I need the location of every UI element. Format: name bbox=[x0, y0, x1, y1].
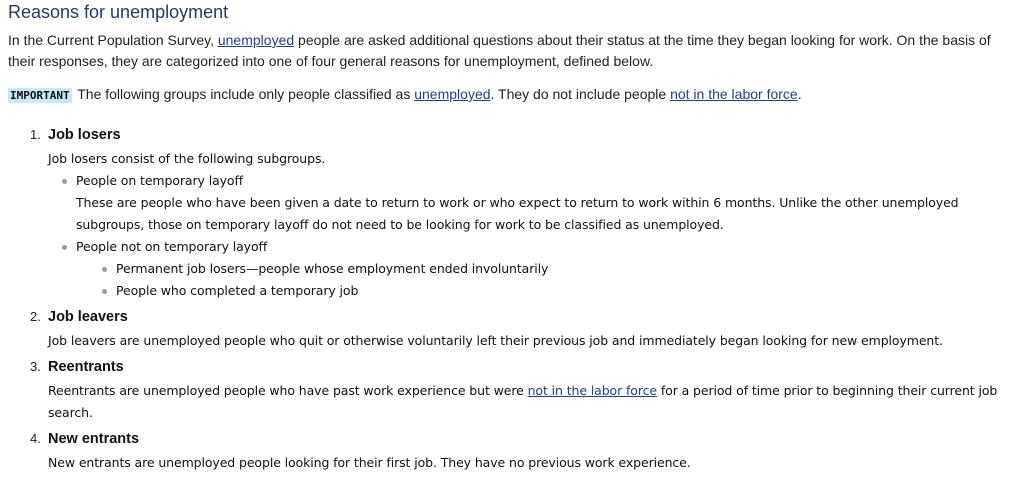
reason-title: Reentrants bbox=[48, 359, 124, 375]
nested-subgroup-list bbox=[76, 258, 1016, 302]
list-item bbox=[116, 258, 1016, 280]
bullet-icon bbox=[62, 179, 67, 184]
list-item-text: People who completed a temporary job bbox=[116, 283, 359, 298]
reason-title: Job leavers bbox=[48, 309, 128, 325]
list-item bbox=[116, 280, 1016, 302]
reason-reentrants bbox=[8, 356, 1016, 424]
reason-description-after: for a period of time prior to beginning their current job search. bbox=[48, 383, 998, 420]
page-title: Reasons for unemployment bbox=[8, 2, 229, 22]
reason-description: Job losers consist of the following subgroups. bbox=[48, 151, 326, 166]
important-unemployed-link[interactable]: unemployed bbox=[414, 86, 491, 102]
important-badge: IMPORTANT bbox=[10, 89, 70, 102]
reason-number: 3. bbox=[30, 359, 41, 374]
important-note bbox=[8, 84, 1016, 106]
unemployed-link[interactable]: unemployed bbox=[217, 32, 295, 48]
reentrants-not-in-labor-force-link[interactable]: not in the labor force bbox=[527, 383, 657, 398]
reason-title: New entrants bbox=[48, 431, 140, 447]
subgroup-not-temporary-layoff bbox=[76, 236, 1016, 302]
reasons-list bbox=[8, 124, 1016, 474]
reason-new-entrants bbox=[8, 428, 1016, 474]
reason-title: Job losers bbox=[48, 127, 121, 143]
important-not-in-labor-force-link[interactable]: not in the labor force bbox=[670, 86, 798, 102]
intro-paragraph bbox=[8, 30, 1016, 72]
reason-description: Job leavers are unemployed people who quit or otherwise voluntarily left their previous job and immediately began looking for new employment. bbox=[48, 333, 943, 348]
bullet-icon bbox=[102, 267, 107, 272]
subgroup-description: These are people who have been given a date to return to work or who expect to return to work within 6 months. Unlike the other unemployed subgroups, those on temporary layoff do not need to be looking for work to be classified as unemployed. bbox=[76, 195, 959, 232]
reason-job-losers bbox=[8, 124, 1016, 302]
subgroup-label: People on temporary layoff bbox=[76, 173, 244, 188]
reason-description-before: Reentrants are unemployed people who have past work experience but were bbox=[48, 383, 528, 398]
subgroup-temporary-layoff bbox=[76, 170, 1016, 236]
reason-description: New entrants are unemployed people looking for their first job. They have no previous work experience. bbox=[48, 455, 691, 470]
subgroup-label: People not on temporary layoff bbox=[76, 239, 268, 254]
subgroup-list bbox=[48, 170, 1016, 302]
reason-description bbox=[48, 380, 1016, 424]
bullet-icon bbox=[102, 289, 107, 294]
bullet-icon bbox=[62, 245, 67, 250]
important-text-before: The following groups include only people classified as bbox=[73, 86, 415, 102]
intro-text-after: people are asked additional questions about their status at the time they began looking for work. On the basis of their responses, they are categorized into one of four general reasons for unemployment, defined below. bbox=[8, 32, 991, 69]
important-text-after: . bbox=[797, 86, 802, 102]
list-item-text: Permanent job losers—people whose employment ended involuntarily bbox=[116, 261, 549, 276]
reason-number: 2. bbox=[30, 309, 41, 324]
reason-number: 4. bbox=[30, 431, 41, 446]
reason-number: 1. bbox=[30, 127, 41, 142]
reason-job-leavers bbox=[8, 306, 1016, 352]
important-text-middle: . They do not include people bbox=[490, 86, 671, 102]
intro-text-before: In the Current Population Survey, bbox=[8, 32, 218, 48]
